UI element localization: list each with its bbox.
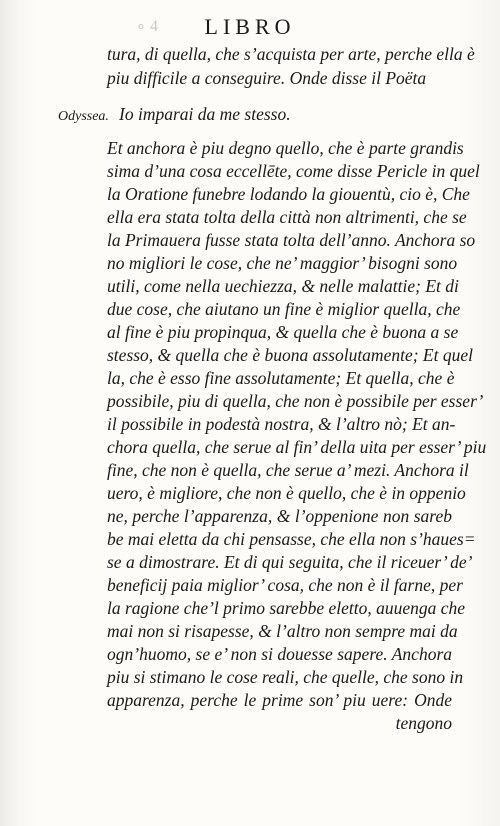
- text-line: se a dimostrare. Et di qui seguita, che il riceuer’ de’: [107, 552, 473, 572]
- text-line: be mai eletta da chi pensasse, che ella non s’haues=: [107, 529, 476, 549]
- text-line: no migliori le cose, che ne’ maggior’ bisogni sono: [107, 253, 458, 273]
- text-line: fine, che non è quella, che serue a’ mezi. Anchora il: [107, 460, 469, 480]
- text-line: possibile, piu di quella, che non è possibile per esser’: [107, 391, 484, 411]
- text-line: due cose, che aiutano un fine è miglior quella, che: [107, 299, 461, 319]
- text-line: Et anchora è piu degno quello, che è parte grandis: [107, 138, 464, 158]
- running-head: LIBRO: [204, 14, 296, 39]
- text-line: la ragione che’l primo sarebbe eletto, auuenga che: [107, 598, 466, 618]
- text-line: ella era stata tolta della città non altrimenti, che se: [107, 207, 467, 227]
- text-line: ne, perche l’apparenza, & l’oppenione non sareb: [107, 506, 452, 526]
- catchword: tengono: [395, 713, 452, 733]
- text-line: il possibile in podestà nostra, & l’altro nò; Et an-: [107, 414, 456, 434]
- verse-quote: Io imparai da me stesso.: [119, 104, 291, 124]
- text-line: mai non si risapesse, & l’altro non sempre mai da: [107, 621, 458, 641]
- text-line: ogn’huomo, se e’ non si douesse sapere. Anchora: [107, 644, 452, 664]
- text-line: la Primauera fusse stata tolta dell’anno. Anchora so: [107, 230, 476, 250]
- text-line: piu si stimano le cose reali, che quelle, che sono in: [107, 667, 464, 687]
- text-line: utili, come nella uechiezza, & nelle malattie; Et di: [107, 276, 459, 296]
- text-line: la Oratione funebre lodando la giouentù, cio è, Che: [107, 184, 470, 204]
- text-line: apparenza, perche le prime son’ piu uere: Onde: [107, 690, 452, 710]
- text-line: piu difficile a conseguire. Onde disse il Poëta: [107, 68, 427, 88]
- text-line: la, che è esso fine assolutamente; Et quella, che è: [107, 368, 455, 388]
- text-line: al fine è piu propinqua, & quella che è buona a se: [107, 322, 459, 342]
- text-line: sima d’una cosa eccellēte, come disse Pericle in quel: [107, 161, 480, 181]
- text-line: uero, è migliore, che non è quello, che è in oppenio: [107, 483, 466, 503]
- text-line: stesso, & quella che è buona assolutamente; Et quel: [107, 345, 473, 365]
- marginal-note: Odyssea.: [58, 109, 109, 124]
- text-line: tura, di quella, che s’acquista per arte, perche ella è: [107, 44, 475, 64]
- text-line: chora quella, che serue al fin’ della uita per esser’ piu: [107, 437, 487, 457]
- text-line: beneficij paia miglior’ cosa, che non è il farne, per: [107, 575, 463, 595]
- folio-bleed-through: ∘ 4: [136, 18, 159, 35]
